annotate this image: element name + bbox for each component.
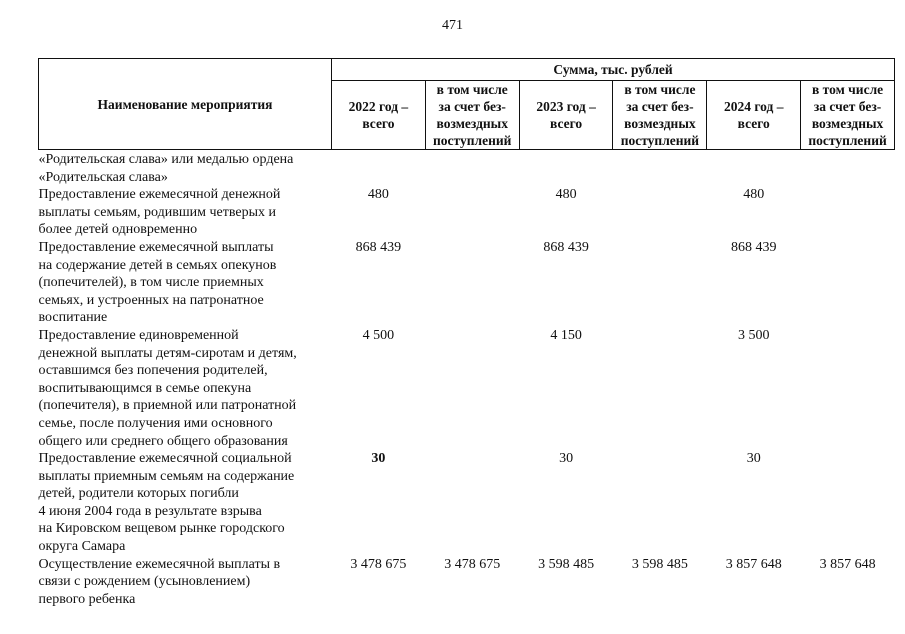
measure-name-line: на содержание детей в семьях опекунов: [38, 257, 277, 273]
measure-name-line: Предоставление ежемесячной денежной: [38, 187, 281, 203]
amount-cell: 30: [559, 451, 574, 467]
amount-cell: [613, 327, 707, 450]
header-2023-total: [519, 81, 613, 150]
measure-name-line: (попечителя), в приемной или патронатной: [38, 398, 297, 414]
amount-cell: 4 500: [362, 327, 395, 343]
header-line: возмездных: [436, 116, 508, 131]
table-row: [39, 239, 895, 327]
amount-cell: [519, 150, 613, 187]
amount-cell: [332, 150, 426, 187]
amount-cell: [613, 239, 707, 327]
amount-cell: 3 478 675: [350, 556, 407, 572]
header-line: поступлений: [620, 133, 700, 148]
page-number: 471: [442, 18, 463, 33]
measure-name-line: детей, родители которых погибли: [38, 486, 239, 502]
header-line: в том числе: [812, 82, 884, 97]
header-2024-grants: [801, 81, 895, 150]
measure-name-cell: [39, 186, 332, 239]
measure-name-line: семьях, и устроенных на патронатное: [38, 292, 264, 308]
amount-cell: [613, 150, 707, 187]
amount-cell: [801, 150, 895, 187]
measure-name-line: воспитание: [38, 310, 108, 326]
header-line: за счет без-: [813, 99, 882, 114]
amount-cell: 3 478 675: [444, 556, 501, 572]
amount-cell: 480: [555, 187, 577, 203]
measure-name-cell: [39, 239, 332, 327]
header-2022-grants: [425, 81, 519, 150]
amount-cell: 30: [371, 451, 386, 467]
amount-cell: 3 857 648: [819, 556, 876, 572]
amount-cell: 480: [367, 187, 389, 203]
measure-name-line: «Родительская слава»: [38, 169, 168, 185]
header-2024-total: [707, 81, 801, 150]
measure-name-cell: [39, 150, 332, 187]
amount-cell: [801, 239, 895, 327]
header-line: в том числе: [624, 82, 696, 97]
measure-name-line: семье, после получения ими основного: [38, 415, 273, 431]
table-header: [39, 59, 895, 150]
measure-name-line: «Родительская слава» или медалью ордена: [38, 152, 294, 167]
amount-cell: 30: [746, 451, 761, 467]
header-line: всего: [362, 116, 395, 131]
amount-cell: [425, 450, 519, 556]
header-name-column: Наименование мероприятия: [39, 59, 332, 150]
header-line: поступлений: [433, 133, 512, 148]
table-body: [39, 150, 895, 609]
header-line: за счет без-: [438, 99, 506, 114]
amount-cell: 4 150: [550, 327, 582, 343]
measure-name-line: Предоставление единовременной: [38, 327, 239, 343]
amount-cell: [801, 327, 895, 450]
amount-cell: [425, 327, 519, 450]
header-2022-total: [332, 81, 426, 150]
measure-name-line: (попечителей), в том числе приемных: [38, 275, 264, 291]
measure-name-cell: [39, 327, 332, 450]
header-line: возмездных: [811, 116, 884, 131]
header-sum-group: Сумма, тыс. рублей: [332, 59, 895, 81]
amount-cell: 868 439: [730, 239, 777, 255]
measure-name-line: более детей одновременно: [38, 222, 198, 238]
amount-cell: 480: [743, 187, 765, 203]
amount-cell: 868 439: [355, 239, 402, 255]
amount-cell: [425, 150, 519, 187]
budget-table: [38, 58, 895, 608]
header-line: поступлений: [808, 133, 887, 148]
measure-name-cell: [39, 556, 332, 609]
header-line: 2022 год –: [348, 99, 409, 114]
amount-cell: [801, 450, 895, 556]
measure-name-line: Предоставление ежемесячной выплаты: [38, 239, 274, 255]
measure-name-line: первого ребенка: [38, 591, 136, 607]
table-row: [39, 556, 895, 609]
amount-cell: [801, 186, 895, 239]
table-row: [39, 327, 895, 450]
header-line: в том числе: [436, 82, 508, 97]
header-line: 2024 год –: [723, 99, 784, 114]
measure-name-line: воспитывающимся в семье опекуна: [38, 380, 252, 396]
amount-cell: [613, 450, 707, 556]
table-row: [39, 186, 895, 239]
header-row-top: [39, 59, 895, 81]
amount-cell: [425, 239, 519, 327]
header-line: всего: [737, 116, 770, 131]
measure-name-line: оставшимся без попечения родителей,: [38, 363, 268, 379]
measure-name-line: 4 июня 2004 года в результате взрыва: [38, 503, 262, 519]
amount-cell: [425, 186, 519, 239]
measure-name-line: округа Самара: [38, 539, 126, 555]
measure-name-line: Предоставление ежемесячной социальной: [38, 451, 292, 467]
amount-cell: 3 857 648: [725, 556, 782, 572]
amount-cell: [707, 150, 801, 187]
header-line: за счет без-: [626, 99, 694, 114]
header-2023-grants: [613, 81, 707, 150]
header-line: возмездных: [624, 116, 696, 131]
measure-name-line: выплаты приемным семьям на содержание: [38, 468, 295, 484]
header-line: 2023 год –: [536, 99, 596, 114]
amount-cell: 868 439: [543, 239, 589, 255]
measure-name-line: на Кировском вещевом рынке городского: [38, 521, 285, 537]
measure-name-line: связи с рождением (усыновлением): [38, 574, 251, 590]
amount-cell: 3 598 485: [631, 556, 688, 572]
table-row: [39, 450, 895, 556]
measure-name-line: Осуществление ежемесячной выплаты в: [38, 556, 281, 572]
amount-cell: 3 598 485: [538, 556, 595, 572]
measure-name-line: общего или среднего общего образования: [38, 433, 288, 449]
amount-cell: [613, 186, 707, 239]
measure-name-line: выплаты семьям, родившим четверых и: [38, 204, 276, 220]
table-row: [39, 150, 895, 187]
measure-name-cell: [39, 450, 332, 556]
measure-name-line: денежной выплаты детям-сиротам и детям,: [38, 345, 297, 361]
amount-cell: 3 500: [737, 327, 770, 343]
header-line: всего: [549, 116, 583, 131]
